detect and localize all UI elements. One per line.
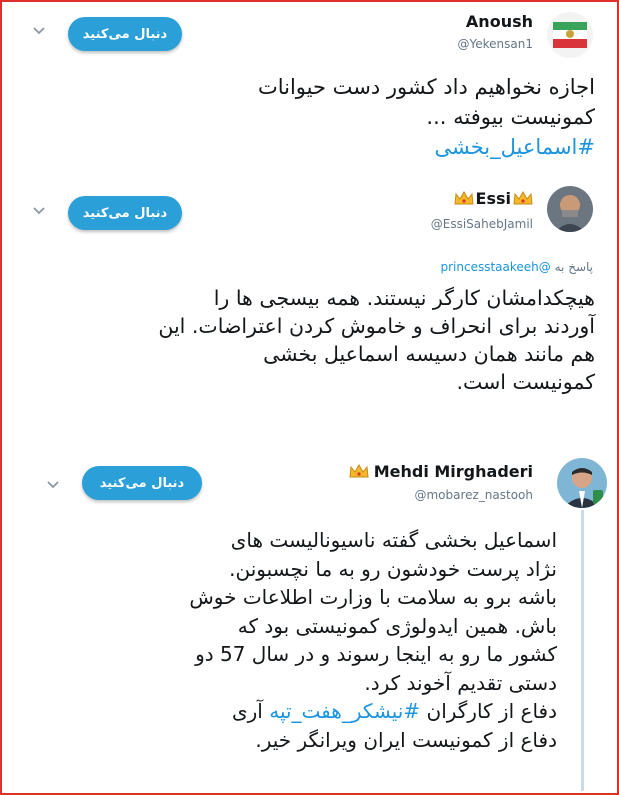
author-name-text: Essi xyxy=(475,189,511,208)
follow-button[interactable]: دنبال می‌کنید xyxy=(82,466,202,500)
author-handle[interactable]: @EssiSahebJamil xyxy=(430,217,533,231)
hashtag-link[interactable]: #نیشکر_هفت_تپه xyxy=(269,699,421,723)
follow-button[interactable]: دنبال می‌کنید xyxy=(68,17,182,51)
text-line: دفاع از کمونیست ایران ویرانگر خیر. xyxy=(255,727,557,752)
avatar[interactable] xyxy=(557,458,607,508)
text-line: کشور ما رو به اینجا رسوند و در سال 57 دو xyxy=(195,642,557,666)
author-name-text: Mehdi Mirghaderi xyxy=(373,462,533,481)
text-line: کمونیست بیوفته ... xyxy=(426,105,595,129)
author-handle[interactable]: @mobarez_nastooh xyxy=(414,488,533,502)
crown-emoji-icon xyxy=(513,191,533,206)
author-name[interactable] xyxy=(349,462,533,481)
reply-prefix: پاسخ به xyxy=(554,260,593,274)
text-line: باشه برو به سلامت با وزارت اطلاعات خوش xyxy=(189,585,557,609)
author-name[interactable]: Anoush xyxy=(465,12,533,31)
avatar[interactable] xyxy=(547,186,593,232)
chevron-down-icon[interactable] xyxy=(44,476,62,494)
author-name[interactable] xyxy=(454,189,533,208)
text-line: هم مانند همان دسیسه اسماعیل بخشی xyxy=(263,342,595,366)
tweet-text xyxy=(37,526,557,754)
text-line: هیچکدامشان کارگر نیستند. همه بیسجی ها را xyxy=(213,286,595,310)
author-handle[interactable]: @Yekensan1 xyxy=(457,37,533,51)
text-line: دستی تقدیم آخوند کرد. xyxy=(364,670,557,695)
text-segment: آری xyxy=(231,699,263,723)
chevron-down-icon[interactable] xyxy=(30,202,48,220)
tweet-essi xyxy=(2,180,617,420)
chevron-down-icon[interactable] xyxy=(30,22,48,40)
text-segment: دفاع از کارگران xyxy=(426,699,557,723)
hashtag-link[interactable]: #اسماعیل_بخشی xyxy=(434,135,595,159)
reply-to-line xyxy=(441,260,594,274)
tweet-mehdi xyxy=(2,450,617,791)
text-line: اسماعیل بخشی گفته ناسیونالیست های xyxy=(230,528,557,552)
text-line: آوردند برای انحراف و خاموش کردن اعتراضات. این xyxy=(158,314,595,338)
tweet-text xyxy=(10,284,595,396)
reply-mention-link[interactable]: @princesstaakeeh xyxy=(440,260,551,274)
avatar[interactable] xyxy=(547,12,593,58)
thread-connector xyxy=(581,510,584,791)
crown-emoji-icon xyxy=(349,464,369,479)
crown-emoji-icon xyxy=(454,191,474,206)
text-line: نژاد پرست خودشون رو به ما نچسبونن. xyxy=(229,556,557,581)
text-line: باش. همین ایدولوژی کمونیستی بود که xyxy=(237,613,557,638)
text-line xyxy=(37,697,557,726)
text-line: کمونیست است. xyxy=(456,370,595,394)
follow-button[interactable]: دنبال می‌کنید xyxy=(68,196,182,230)
text-line: اجازه نخواهیم داد کشور دست حیوانات xyxy=(257,75,595,99)
tweet-text xyxy=(35,72,595,162)
tweet-anoush xyxy=(2,0,617,185)
